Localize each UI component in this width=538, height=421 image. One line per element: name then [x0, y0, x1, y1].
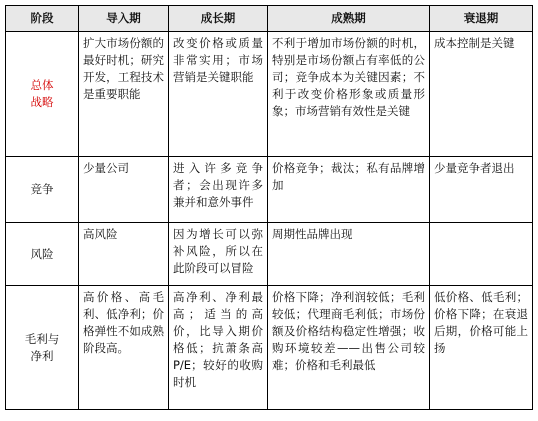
- table-row-margins: [6, 286, 533, 410]
- table-row-overall-strategy: [6, 32, 533, 157]
- cell-growth: 高净利、净利最高；适当的高价，比导入期价格低；抗萧条高P/E；较好的收购时机: [169, 286, 268, 410]
- cell-decline: 成本控制是关键: [430, 32, 533, 157]
- stage-label-risk: 风险: [6, 223, 79, 286]
- cell-growth: 因为增长可以弥补风险，所以在此阶段可以冒险: [169, 223, 268, 286]
- stage-label-overall-strategy: 总体战略: [6, 32, 79, 157]
- header-stage: 阶段: [6, 6, 79, 32]
- cell-decline: 低价格、低毛利；价格下降；在衰退后期，价格可能上扬: [430, 286, 533, 410]
- header-maturity: 成熟期: [268, 6, 430, 32]
- cell-growth: 进入许多竞争者；会出现许多兼并和意外事件: [169, 157, 268, 223]
- stage-label-margins: 毛利与净利: [6, 286, 79, 410]
- product-lifecycle-table: [5, 5, 533, 410]
- cell-decline: [430, 223, 533, 286]
- cell-maturity: 价格下降；净利润较低；毛利较低；代理商毛利低；市场份额及价格结构稳定性增强；收购环境较差——出售公司较难；价格和毛利最低: [268, 286, 430, 410]
- cell-maturity: 不利于增加市场份额的时机，特别是市场份额占有率低的公司；竞争成本为关键因素；不利于改变价格形象或质量形象；市场营销有效性是关键: [268, 32, 430, 157]
- cell-growth: 改变价格或质量非常实用；市场营销是关键职能: [169, 32, 268, 157]
- cell-decline: 少量竞争者退出: [430, 157, 533, 223]
- table-row-risk: [6, 223, 533, 286]
- cell-introduction: 扩大市场份额的最好时机；研究开发，工程技术是重要职能: [79, 32, 169, 157]
- cell-introduction: 高风险: [79, 223, 169, 286]
- lifecycle-table-container: [5, 5, 533, 410]
- header-introduction: 导入期: [79, 6, 169, 32]
- cell-introduction: 少量公司: [79, 157, 169, 223]
- table-row-competition: [6, 157, 533, 223]
- stage-label-competition: 竞争: [6, 157, 79, 223]
- cell-introduction: 高价格、高毛利、低净利；价格弹性不如成熟阶段高。: [79, 286, 169, 410]
- table-header-row: [6, 6, 533, 32]
- header-decline: 衰退期: [430, 6, 533, 32]
- header-growth: 成长期: [169, 6, 268, 32]
- cell-maturity: 周期性品牌出现: [268, 223, 430, 286]
- cell-maturity: 价格竞争；裁汰；私有品牌增加: [268, 157, 430, 223]
